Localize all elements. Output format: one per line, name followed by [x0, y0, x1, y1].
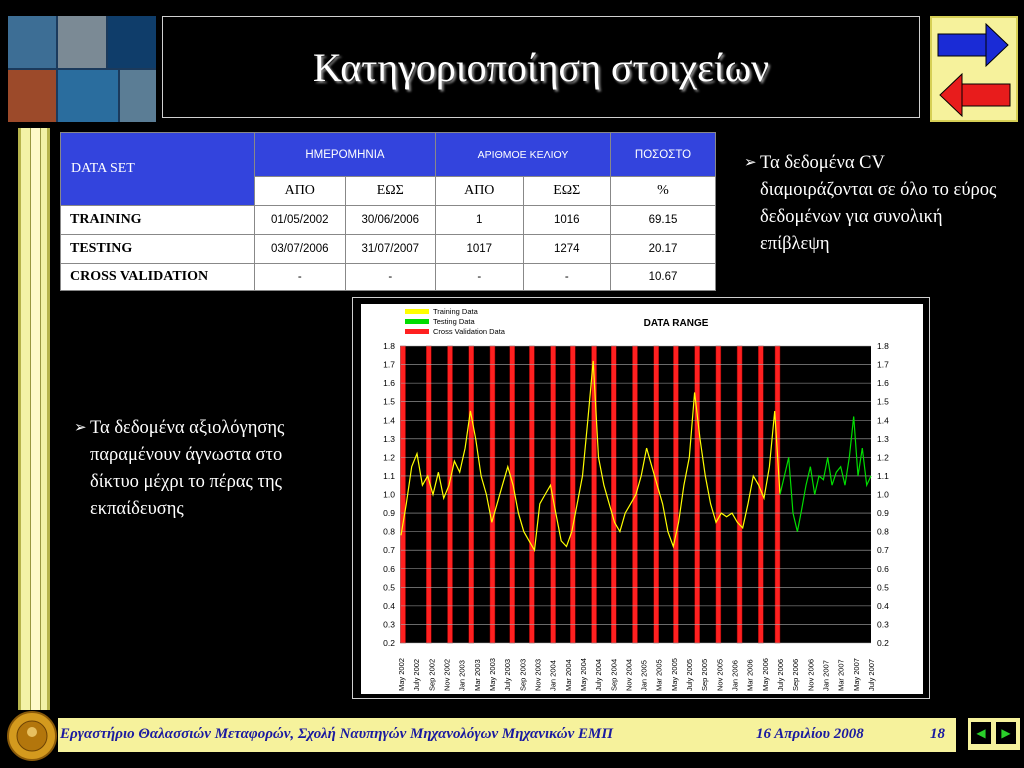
table-cell: - — [523, 264, 611, 291]
y-tick-label-left: 0.5 — [383, 582, 395, 593]
y-tick-label-left: 0.6 — [383, 563, 395, 574]
y-tick-label-left: 1.4 — [383, 415, 395, 426]
footer-page-number: 18 — [930, 726, 945, 742]
y-tick-label-left: 1.8 — [383, 341, 395, 351]
y-tick-label-left: 1.6 — [383, 378, 395, 389]
x-tick-label: Mar 2007 — [836, 659, 846, 691]
decorative-left-bar — [18, 128, 50, 710]
y-tick-label-right: 1.2 — [877, 452, 889, 463]
y-tick-label-right: 1.4 — [877, 415, 889, 426]
y-tick-label-left: 0.3 — [383, 619, 395, 630]
subheader-from: ΑΠΟ — [255, 177, 346, 206]
y-tick-label-left: 1.7 — [383, 359, 395, 370]
x-tick-label: Nov 2006 — [806, 658, 816, 691]
x-tick-label: May 2004 — [578, 658, 588, 691]
y-tick-label-right: 0.3 — [877, 619, 889, 630]
bullet-arrow-icon: ➢ — [74, 420, 87, 436]
footer-date: 16 Απριλίου 2008 — [756, 726, 864, 742]
y-tick-label-left: 0.4 — [383, 600, 395, 611]
y-tick-label-right: 1.0 — [877, 489, 889, 500]
title-frame — [162, 16, 920, 118]
x-tick-label: July 2003 — [503, 658, 513, 691]
y-tick-label-right: 0.4 — [877, 600, 889, 611]
bullet-test — [74, 415, 320, 523]
x-tick-label: July 2006 — [776, 658, 786, 691]
table-row — [61, 264, 716, 291]
x-tick-label: Mar 2004 — [563, 659, 573, 691]
row-label: TRAINING — [61, 206, 255, 235]
table-cell: 03/07/2006 — [255, 235, 346, 264]
x-tick-label: Jan 2006 — [730, 660, 740, 691]
slide-nav — [968, 718, 1020, 750]
subheader-from: ΑΠΟ — [436, 177, 524, 206]
x-tick-label: July 2004 — [594, 658, 604, 691]
table-cell: 10.67 — [611, 264, 716, 291]
x-tick-label: Nov 2002 — [442, 658, 452, 691]
x-tick-label: Sep 2004 — [609, 658, 619, 691]
table-cell: 1274 — [523, 235, 611, 264]
table-cell: 30/06/2006 — [345, 206, 436, 235]
cell-number-header: ΑΡΙΘΜΟΕ ΚΕΛΙΟΥ — [436, 133, 611, 177]
x-tick-label: Nov 2005 — [715, 658, 725, 691]
x-tick-label: Jan 2007 — [821, 660, 831, 691]
ntua-seal-logo — [6, 708, 58, 762]
footer-organization: Εργαστήριο Θαλασσιών Μεταφορών, Σχολή Ναυπηγών Μηχανολόγων Μηχανικών ΕΜΠ — [60, 726, 614, 742]
chart-title: DATA RANGE — [643, 318, 709, 329]
legend-swatch — [405, 319, 429, 324]
x-tick-label: May 2002 — [397, 658, 406, 691]
bullet-cv — [744, 150, 1000, 258]
y-tick-label-right: 0.6 — [877, 563, 889, 574]
y-tick-label-right: 1.3 — [877, 433, 889, 444]
y-tick-label-right: 1.5 — [877, 396, 889, 407]
y-tick-label-right: 1.7 — [877, 359, 889, 370]
x-tick-label: Sep 2002 — [427, 658, 437, 691]
x-tick-label: Jan 2004 — [548, 660, 558, 691]
row-label: CROSS VALIDATION — [61, 264, 255, 291]
y-tick-label-right: 1.6 — [877, 378, 889, 389]
data-split-table — [60, 132, 716, 291]
x-tick-label: Mar 2005 — [654, 659, 664, 691]
x-tick-label: Mar 2006 — [745, 659, 755, 691]
footer-bar — [58, 718, 956, 752]
y-tick-label-left: 0.2 — [383, 638, 395, 648]
y-tick-label-right: 1.8 — [877, 341, 889, 351]
table-cell: 1 — [436, 206, 524, 235]
subheader-to: ΕΩΣ — [345, 177, 436, 206]
table-row — [61, 235, 716, 264]
dataset-header: DATA SET — [61, 133, 255, 206]
table-cell: - — [255, 264, 346, 291]
table-cell: 20.17 — [611, 235, 716, 264]
bullet-arrow-icon: ➢ — [744, 155, 757, 171]
table-cell: 69.15 — [611, 206, 716, 235]
data-range-chart — [353, 298, 929, 698]
left-arrow-icon[interactable] — [940, 74, 1010, 116]
legend-label: Training Data — [433, 307, 478, 316]
x-tick-label: May 2007 — [851, 658, 861, 691]
x-tick-label: Nov 2004 — [624, 658, 634, 691]
y-tick-label-left: 1.5 — [383, 396, 395, 407]
x-tick-label: July 2005 — [685, 658, 695, 691]
y-tick-label-left: 1.0 — [383, 489, 395, 500]
table-cell: - — [345, 264, 436, 291]
y-tick-label-left: 0.7 — [383, 545, 395, 556]
y-tick-label-left: 0.9 — [383, 508, 395, 519]
table-row — [61, 206, 716, 235]
next-slide-button[interactable]: ▶ — [996, 722, 1016, 744]
navigation-panel — [930, 16, 1018, 122]
x-tick-label: May 2006 — [760, 658, 770, 691]
legend-swatch — [405, 329, 429, 334]
y-tick-label-right: 0.8 — [877, 526, 889, 537]
bullet-test-text: Τα δεδομένα αξιολόγησης παραμένουν άγνωστα στο δίκτυο μέχρι το πέρας της εκπαίδευσης — [90, 418, 285, 519]
y-tick-label-right: 0.9 — [877, 508, 889, 519]
maritime-photo-collage — [8, 16, 156, 122]
table-cell: 1017 — [436, 235, 524, 264]
x-tick-label: Sep 2005 — [700, 658, 710, 691]
bullet-cv-text: Τα δεδομένα CV διαμοιράζονται σε όλο το εύρος δεδομένων για συνολική επίβλεψη — [760, 153, 997, 254]
legend-swatch — [405, 309, 429, 314]
y-tick-label-right: 0.5 — [877, 582, 889, 593]
x-tick-label: May 2003 — [487, 658, 497, 691]
table-cell: 01/05/2002 — [255, 206, 346, 235]
page-title: Κατηγοριοποίηση στοιχείων — [312, 44, 770, 90]
row-label: TESTING — [61, 235, 255, 264]
y-tick-label-right: 1.1 — [877, 470, 889, 481]
x-tick-label: Sep 2006 — [791, 658, 801, 691]
x-tick-label: May 2005 — [669, 658, 679, 691]
y-tick-label-right: 0.7 — [877, 545, 889, 556]
x-tick-label: July 2007 — [867, 658, 876, 691]
y-tick-label-left: 1.2 — [383, 452, 395, 463]
legend-label: Cross Validation Data — [433, 327, 505, 336]
x-tick-label: Jan 2003 — [457, 660, 467, 691]
table-cell: - — [436, 264, 524, 291]
x-tick-label: July 2002 — [412, 658, 422, 691]
x-tick-label: Nov 2003 — [533, 658, 543, 691]
table-cell: 1016 — [523, 206, 611, 235]
chart-frame — [352, 297, 930, 699]
x-tick-label: Mar 2003 — [472, 659, 482, 691]
navigation-arrows — [932, 18, 1016, 120]
y-tick-label-left: 0.8 — [383, 526, 395, 537]
right-arrow-icon[interactable] — [938, 24, 1008, 66]
date-header: ΗΜΕΡΟΜΗΝΙΑ — [255, 133, 436, 177]
subheader-to: ΕΩΣ — [523, 177, 611, 206]
previous-slide-button[interactable]: ◀ — [971, 722, 991, 744]
table-cell: 31/07/2007 — [345, 235, 436, 264]
y-tick-label-left: 1.1 — [383, 470, 395, 481]
percent-header: ΠΟΣΟΣΤΟ — [611, 133, 716, 177]
legend-label: Testing Data — [433, 317, 475, 326]
y-tick-label-right: 0.2 — [877, 638, 889, 648]
x-tick-label: Sep 2003 — [518, 658, 528, 691]
y-tick-label-left: 1.3 — [383, 433, 395, 444]
x-tick-label: Jan 2005 — [639, 660, 649, 691]
subheader-percent: % — [611, 177, 716, 206]
